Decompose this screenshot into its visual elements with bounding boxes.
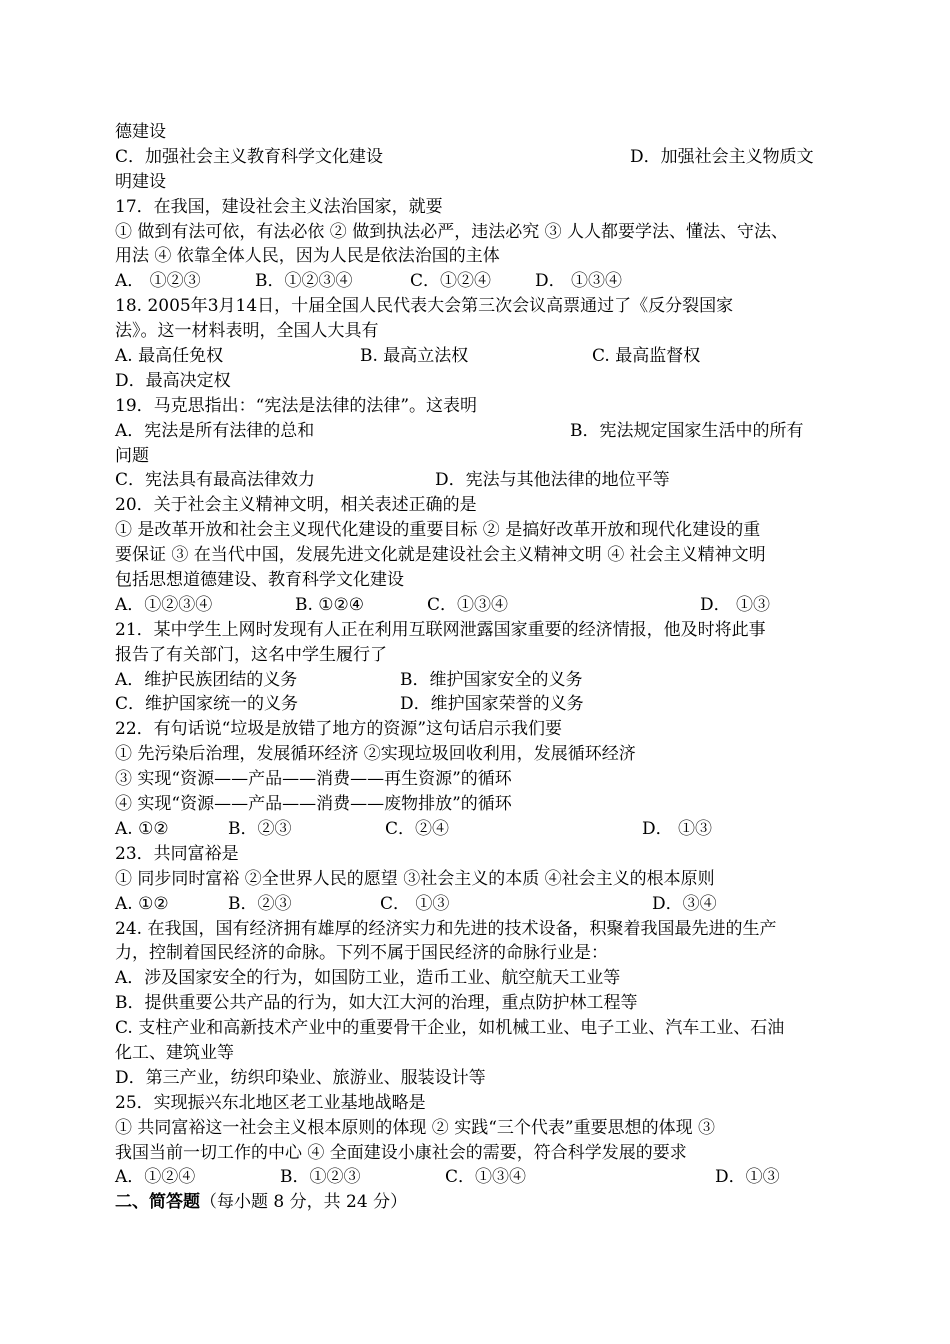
question-25: 25．实现振兴东北地区老工业基地战略是 xyxy=(115,1092,426,1113)
question-22: 22．有句话说“垃圾是放错了地方的资源”这句话启示我们要 xyxy=(115,719,563,740)
option-line xyxy=(115,1165,840,1190)
text-line: ① 共同富裕这一社会主义根本原则的体现 ② 实践“三个代表”重要思想的体现 ③ xyxy=(115,1117,715,1138)
option-c: C．②④ xyxy=(385,818,450,839)
option-line xyxy=(115,692,840,717)
text-line: 报告了有关部门，这名中学生履行了 xyxy=(115,644,387,665)
option-a: A. ①② xyxy=(115,893,169,914)
option-c: C． ①③ xyxy=(380,893,450,914)
text-line: ① 做到有法可依，有法必依 ② 做到执法必严，违法必究 ③ 人人都要学法、懂法、守法、 xyxy=(115,221,789,242)
option-a: A．涉及国家安全的行为，如国防工业，造币工业、航空航天工业等 xyxy=(115,968,621,989)
option-d: D．①③ xyxy=(715,1167,780,1188)
text-line: 要保证 ③ 在当代中国，发展先进文化就是建设社会主义精神文明 ④ 社会主义精神文明 xyxy=(115,545,766,566)
option-a: A. 最高任免权 xyxy=(115,346,224,367)
document-page xyxy=(115,120,840,1215)
option-line xyxy=(115,344,840,369)
option-a: A．①②④ xyxy=(115,1167,196,1188)
option-b: B．①②③ xyxy=(280,1167,361,1188)
text-line: 包括思想道德建设、教育科学文化建设 xyxy=(115,570,404,591)
option-c: C．加强社会主义教育科学文化建设 xyxy=(115,146,384,167)
text-line: 力，控制着国民经济的命脉。下列不属于国民经济的命脉行业是： xyxy=(115,943,608,964)
section-heading xyxy=(115,1190,840,1215)
option-a: A. ①② xyxy=(115,818,169,839)
option-a: A． ①②③ xyxy=(115,271,201,292)
text-line: 德建设 xyxy=(115,122,166,142)
option-c: C. 最高监督权 xyxy=(592,346,701,367)
option-d: D．维护国家荣誉的义务 xyxy=(400,694,584,715)
question-23: 23．共同富裕是 xyxy=(115,843,239,864)
option-line xyxy=(115,468,840,493)
option-d: D．加强社会主义物质文 xyxy=(630,146,814,167)
question-24: 24. 在我国，国有经济拥有雄厚的经济实力和先进的技术设备，积聚着我国最先进的生产 xyxy=(115,918,777,939)
option-c: C．①③④ xyxy=(445,1167,527,1188)
option-d: D．③④ xyxy=(652,893,717,914)
option-c: C．维护国家统一的义务 xyxy=(115,694,299,715)
option-line xyxy=(115,668,840,693)
question-20: 20．关于社会主义精神文明，相关表述正确的是 xyxy=(115,495,477,516)
option-a: A．维护民族团结的义务 xyxy=(115,669,298,690)
option-c: C. 支柱产业和高新技术产业中的重要骨干企业，如机械工业、电子工业、汽车工业、石油 xyxy=(115,1018,785,1039)
option-line xyxy=(115,145,840,170)
text-line: ① 是改革开放和社会主义现代化建设的重要目标 ② 是搞好改革开放和现代化建设的重 xyxy=(115,520,761,541)
option-b: B．②③ xyxy=(228,818,292,839)
option-b: B．宪法规定国家生活中的所有 xyxy=(570,420,804,441)
option-line xyxy=(115,269,840,294)
option-line xyxy=(115,892,840,917)
section-note: （每小题 8 分，共 24 分） xyxy=(200,1192,408,1213)
option-d: D． ①③ xyxy=(700,594,771,615)
option-line xyxy=(115,817,840,842)
option-b: B. ①②④ xyxy=(295,594,365,615)
option-c: C．①②④ xyxy=(410,271,492,292)
text-line: 法》。这一材料表明，全国人大具有 xyxy=(115,321,379,342)
option-a: A．①②③④ xyxy=(115,594,213,615)
option-b: B．①②③④ xyxy=(255,271,353,292)
question-18: 18. 2005年3月14日，十届全国人民代表大会第三次会议高票通过了《反分裂国家 xyxy=(115,296,734,317)
text-line: ① 先污染后治理，发展循环经济 ②实现垃圾回收利用，发展循环经济 xyxy=(115,744,636,765)
question-21: 21．某中学生上网时发现有人正在利用互联网泄露国家重要的经济情报，他及时将此事 xyxy=(115,619,766,640)
option-d: D． ①③ xyxy=(642,818,713,839)
option-line xyxy=(115,419,840,444)
option-a: A．宪法是所有法律的总和 xyxy=(115,420,315,441)
option-d: D． ①③④ xyxy=(535,271,623,292)
option-line xyxy=(115,593,840,618)
option-b: B. 最高立法权 xyxy=(360,346,469,367)
option-c: C．①③④ xyxy=(427,594,509,615)
text-line: 问题 xyxy=(115,445,149,466)
option-b: B．②③ xyxy=(228,893,292,914)
text-line: ① 同步同时富裕 ②全世界人民的愿望 ③社会主义的本质 ④社会主义的根本原则 xyxy=(115,868,715,889)
text-line: 我国当前一切工作的中心 ④ 全面建设小康社会的需要，符合科学发展的要求 xyxy=(115,1142,687,1163)
option-d: D．第三产业，纺织印染业、旅游业、服装设计等 xyxy=(115,1067,486,1088)
option-c: C．宪法具有最高法律效力 xyxy=(115,470,316,491)
text-line: 用法 ④ 依靠全体人民，因为人民是依法治国的主体 xyxy=(115,246,500,267)
option-b: B．维护国家安全的义务 xyxy=(400,669,583,690)
question-19: 19．马克思指出：“宪法是法律的法律”。这表明 xyxy=(115,395,478,416)
text-line: 化工、建筑业等 xyxy=(115,1042,234,1063)
text-line: 明建设 xyxy=(115,171,166,192)
text-line: ④ 实现“资源——产品——消费——废物排放”的循环 xyxy=(115,794,512,815)
option-d: D．宪法与其他法律的地位平等 xyxy=(435,470,670,491)
question-17: 17．在我国，建设社会主义法治国家，就要 xyxy=(115,196,443,217)
option-d: D．最高决定权 xyxy=(115,370,231,391)
section-title: 二、简答题 xyxy=(115,1192,200,1213)
option-b: B．提供重要公共产品的行为，如大江大河的治理，重点防护林工程等 xyxy=(115,993,638,1014)
text-line: ③ 实现“资源——产品——消费——再生资源”的循环 xyxy=(115,769,512,790)
